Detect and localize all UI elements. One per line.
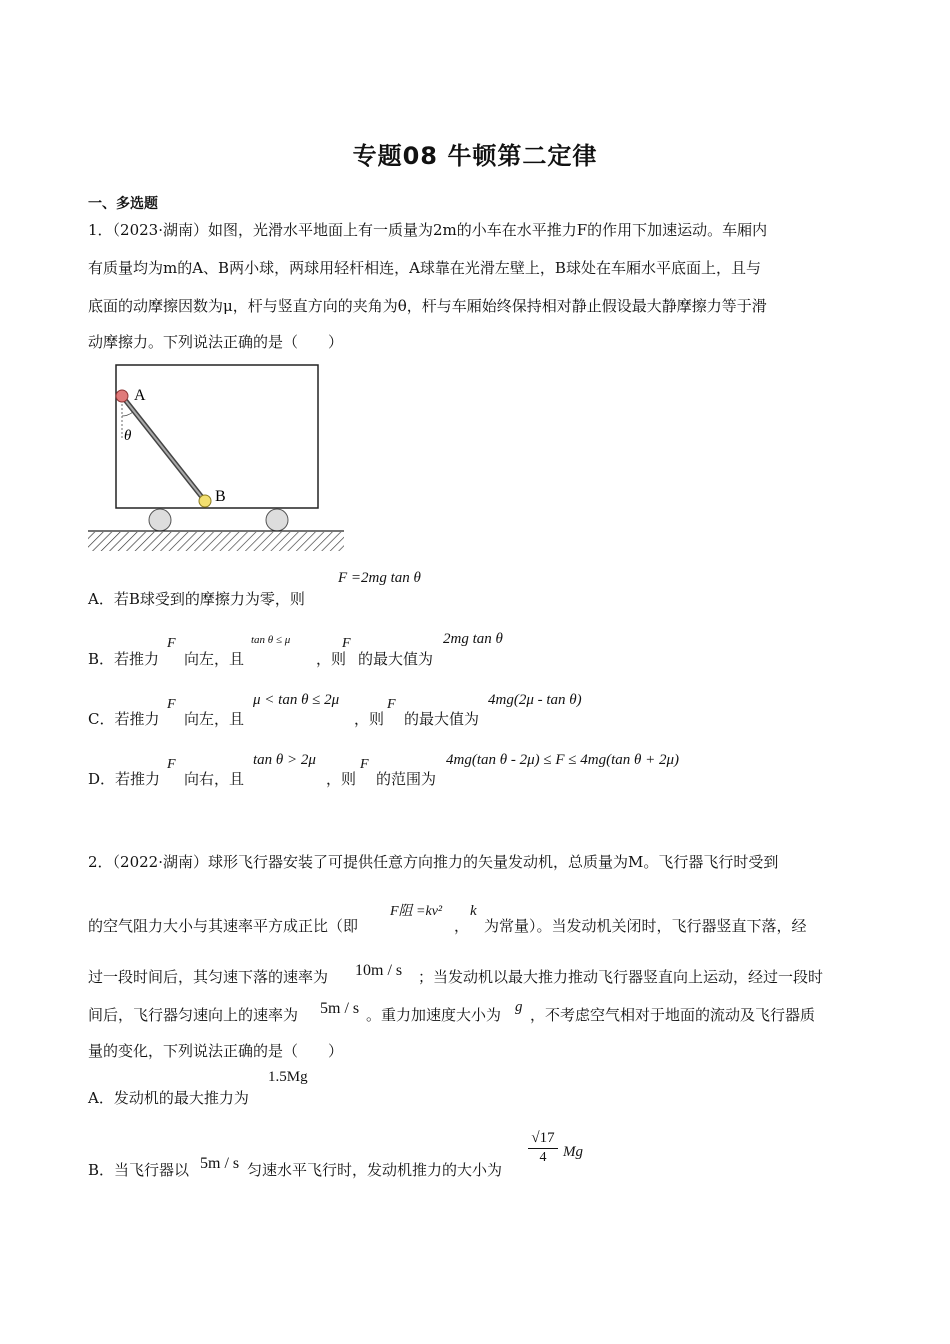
page-title: 专题08 牛顿第二定律	[352, 142, 598, 170]
q1-option-a-math: F =2mg tan θ	[338, 570, 421, 586]
q1-option-d-m4: 4mg(tan θ - 2μ) ≤ F ≤ 4mg(tan θ + 2μ)	[446, 752, 680, 768]
q2-line-3a: 过一段时间后，其匀速下落的速率为	[88, 968, 329, 986]
q2-line-2a: 的空气阻力大小与其速率平方成正比（即	[88, 917, 359, 935]
label-a: A	[134, 387, 146, 404]
q1-option-d: D．若推力	[88, 770, 161, 788]
q1-line-4: 动摩擦力。下列说法正确的是（ ）	[88, 333, 344, 351]
angle-arc	[122, 412, 133, 416]
cart-body	[116, 365, 318, 508]
ground-hatch	[88, 532, 344, 551]
q1-option-b-text4: 的最大值为	[358, 650, 434, 668]
ball-b	[199, 495, 211, 507]
q2-speed-up: 5m / s	[320, 1000, 360, 1017]
q2-g-symbol: g	[515, 999, 523, 1015]
q2-line-4a: 间后，飞行器匀速向上的速率为	[88, 1006, 299, 1024]
q1-option-d-text3: ，则	[326, 770, 357, 788]
q1-line-3: 底面的动摩擦因数为μ，杆与竖直方向的夹角为θ，杆与车厢始终保持相对静止假设最大静摩擦力等于滑	[88, 297, 767, 315]
wheel-right	[266, 509, 288, 531]
q1-option-d-m1: F	[167, 757, 176, 772]
q1-option-d-text2: 向右，且	[184, 770, 245, 788]
q1-option-c-m2: μ < tan θ ≤ 2μ	[253, 692, 340, 708]
q1-option-b: B．若推力	[88, 650, 160, 668]
q1-option-b-m3: F	[342, 636, 351, 651]
ball-a	[116, 390, 128, 402]
q2-line-2-comma: ，	[454, 917, 470, 935]
q1-option-c-text2: 向左，且	[184, 710, 245, 728]
q1-option-c: C．若推力	[88, 710, 160, 728]
q2-option-b-fraction	[528, 1130, 558, 1166]
q1-option-c-text3: ，则	[354, 710, 385, 728]
q2-option-b-text1: B．当飞行器以	[88, 1161, 190, 1179]
fraction-numerator: √17	[528, 1130, 558, 1149]
label-theta: θ	[124, 428, 132, 444]
section-heading: 一、多选题	[88, 196, 158, 212]
q1-option-a: A．若B球受到的摩擦力为零，则	[88, 590, 305, 608]
q1-option-c-text4: 的最大值为	[404, 710, 480, 728]
q2-k-symbol: k	[470, 903, 477, 919]
q1-option-c-m3: F	[387, 697, 396, 712]
q1-option-c-m1: F	[167, 697, 176, 712]
q2-line-2c: 为常量）。当发动机关闭时，飞行器竖直下落，经	[484, 917, 807, 935]
q1-option-b-m1: F	[167, 636, 176, 651]
q2-option-b-mg: Mg	[563, 1144, 583, 1160]
q2-line-5: 量的变化，下列说法正确的是（ ）	[88, 1042, 344, 1060]
cart-figure	[88, 360, 348, 555]
q2-option-a: A．发动机的最大推力为	[88, 1089, 249, 1107]
fraction-denominator: 4	[539, 1150, 547, 1165]
q1-line-2: 有质量均为m的A、B两小球，两球用轻杆相连，A球靠在光滑左壁上，B球处在车厢水平底面上，且与	[88, 259, 761, 277]
q2-line-4c: ，不考虑空气相对于地面的流动及飞行器质	[530, 1006, 816, 1024]
label-b: B	[215, 488, 226, 505]
q2-line-1: 2．（2022·湖南）球形飞行器安装了可提供任意方向推力的矢量发动机，总质量为M。飞行器飞行时受到	[88, 853, 779, 871]
q1-option-c-m4: 4mg(2μ - tan θ)	[488, 692, 582, 708]
q2-speed-down: 10m / s	[355, 962, 403, 979]
q1-option-b-m4: 2mg tan θ	[443, 631, 503, 647]
q2-option-b-speed: 5m / s	[200, 1155, 240, 1172]
q2-option-a-math: 1.5Mg	[268, 1069, 308, 1085]
q1-option-d-text4: 的范围为	[376, 770, 437, 788]
q1-line-1: 1．（2023·湖南）如图，光滑水平地面上有一质量为2m的小车在水平推力F的作用下加速运动。车厢内	[88, 221, 768, 239]
q2-option-b-text2: 匀速水平飞行时，发动机推力的大小为	[247, 1161, 503, 1179]
q1-option-d-m3: F	[360, 757, 369, 772]
q1-option-b-text2: 向左，且	[184, 650, 245, 668]
q2-line-3b: ；当发动机以最大推力推动飞行器竖直向上运动，经过一段时	[418, 968, 824, 986]
q2-line-4b: 。重力加速度大小为	[366, 1006, 502, 1024]
q1-option-d-m2: tan θ > 2μ	[253, 752, 316, 768]
q1-option-b-m2: tan θ ≤ μ	[251, 634, 291, 646]
wheel-left	[149, 509, 171, 531]
q2-drag-formula: F阻 =kv²	[390, 904, 443, 919]
q1-option-b-text3: ，则	[316, 650, 347, 668]
